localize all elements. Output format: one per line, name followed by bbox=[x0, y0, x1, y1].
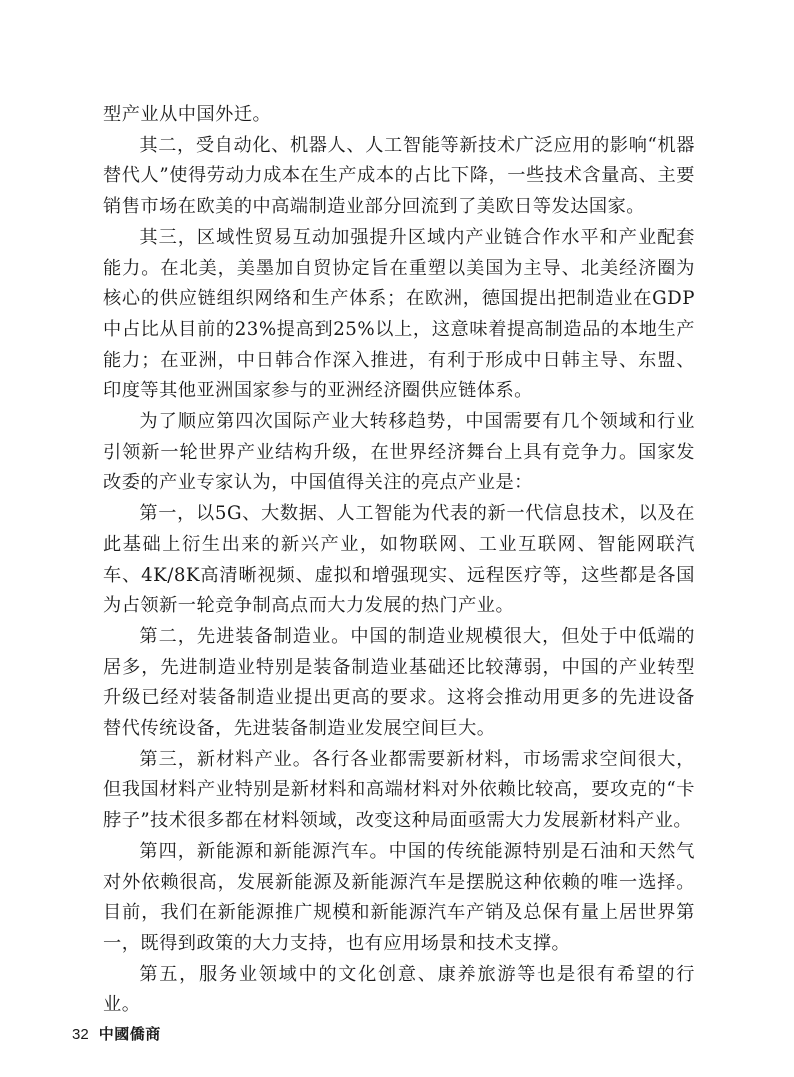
paragraph-intro-industries: 为了顺应第四次国际产业大转移趋势，中国需要有几个领域和行业引领新一轮世界产业结构升级，在世界经济舞台上具有竞争力。国家发改委的产业专家认为，中国值得关注的亮点产业是： bbox=[103, 411, 695, 494]
page-footer bbox=[72, 1023, 161, 1044]
paragraph-industry-5: 第五，服务业领域中的文化创意、康养旅游等也是很有希望的行业。 bbox=[103, 963, 695, 1016]
paragraph-industry-1: 第一，以5G、大数据、人工智能为代表的新一代信息技术，以及在此基础上衍生出来的新兴产业，如物联网、工业互联网、智能网联汽车、4K/8K高清晰视频、虚拟和增强现实、远程医疗等，这些都是各国为占领新一轮竞争制高点而大力发展的热门产业。 bbox=[103, 503, 695, 617]
paragraph-third-reason: 其三，区域性贸易互动加强提升区域内产业链合作水平和产业配套能力。在北美，美墨加自贸协定旨在重塑以美国为主导、北美经济圈为核心的供应链组织网络和生产体系；在欧洲，德国提出把制造业在GDP中占比从目前的23%提高到25%以上，这意味着提高制造品的本地生产能力；在亚洲，中日韩合作深入推进，有利于形成中日韩主导、东盟、印度等其他亚洲国家参与的亚洲经济圈供应链体系。 bbox=[103, 226, 695, 402]
paragraph-industry-3: 第三，新材料产业。各行各业都需要新材料，市场需求空间很大，但我国材料产业特别是新材料和高端材料对外依赖比较高，要攻克的“卡脖子”技术很多都在材料领域，改变这种局面亟需大力发展新材料产业。 bbox=[103, 748, 695, 832]
page-number: 32 bbox=[72, 1026, 89, 1043]
paragraph-industry-4: 第四，新能源和新能源汽车。中国的传统能源特别是石油和天然气对外依赖很高，发展新能源及新能源汽车是摆脱这种依赖的唯一选择。目前，我们在新能源推广规模和新能源汽车产销及总保有量上居世界第一，既得到政策的大力支持，也有应用场景和技术支撑。 bbox=[103, 840, 695, 954]
paragraph-industry-2: 第二，先进装备制造业。中国的制造业规模很大，但处于中低端的居多，先进制造业特别是装备制造业基础还比较薄弱，中国的产业转型升级已经对装备制造业提出更高的要求。这将会推动用更多的先进设备替代传统设备，先进装备制造业发展空间巨大。 bbox=[103, 625, 695, 740]
magazine-name: 中國僑商 bbox=[98, 1025, 161, 1043]
paragraph-continuation: 型产业从中国外迁。 bbox=[103, 104, 272, 125]
paragraph-second-reason: 其二，受自动化、机器人、人工智能等新技术广泛应用的影响“机器替代人”使得劳动力成本在生产成本的占比下降，一些技术含量高、主要销售市场在欧美的中高端制造业部分回流到了美欧日等发达国家。 bbox=[103, 134, 695, 218]
article-body bbox=[103, 100, 695, 1021]
